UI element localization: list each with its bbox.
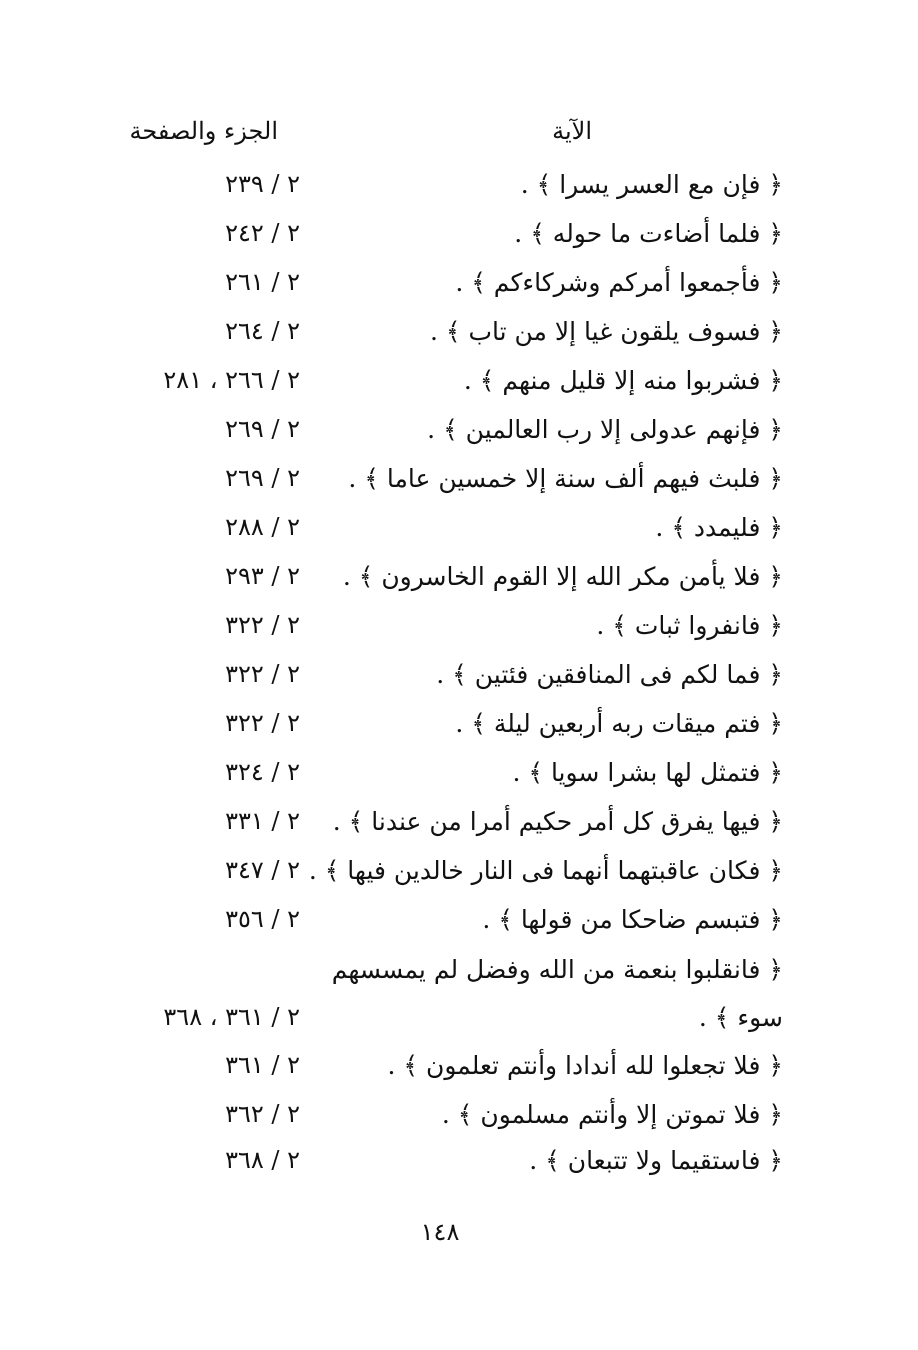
verse-text: ﴿ فتم ميقات ربه أربعين ليلة ﴾ .	[455, 709, 783, 738]
volume-page-ref: ٢ / ٢٣٩	[225, 170, 300, 198]
verse-text: ﴿ فلبث فيهم ألف سنة إلا خمسين عاما ﴾ .	[348, 464, 783, 493]
volume-page-ref: ٢ / ٢٨٨	[225, 513, 300, 541]
volume-page-ref: ٢ / ٣٢٤	[225, 758, 300, 786]
verse-text: ﴿ فإنهم عدولى إلا رب العالمين ﴾ .	[427, 415, 783, 444]
verse-text: ﴿ فسوف يلقون غيا إلا من تاب ﴾ .	[429, 317, 783, 346]
page-number: ١٤٨	[420, 1218, 460, 1246]
volume-page-ref: ٢ / ٣٦٢	[225, 1100, 300, 1128]
verse-text: ﴿ فلما أضاءت ما حوله ﴾ .	[514, 219, 783, 248]
verse-text: ﴿ فلا يأمن مكر الله إلا القوم الخاسرون ﴾ .	[342, 562, 783, 591]
column-header-reference: الجزء والصفحة	[129, 117, 278, 145]
volume-page-ref: ٢ / ٣٤٧	[225, 856, 300, 884]
verse-text: ﴿ فانفروا ثبات ﴾ .	[596, 611, 783, 640]
verse-text-line-2: سوء ﴾ .	[698, 1003, 783, 1032]
volume-page-ref: ٢ / ٢٦٤	[225, 317, 300, 345]
verse-text: ﴿ فاستقيما ولا تتبعان ﴾ .	[529, 1146, 783, 1175]
volume-page-ref: ٢ / ٢٦٦ ، ٢٨١	[163, 366, 300, 394]
verse-text: ﴿ فلا تموتن إلا وأنتم مسلمون ﴾ .	[441, 1100, 783, 1129]
volume-page-ref: ٢ / ٣٢٢	[225, 660, 300, 688]
verse-text-line-1: ﴿ فانقلبوا بنعمة من الله وفضل لم يمسسهم	[331, 955, 783, 984]
verse-text: ﴿ فليمدد ﴾ .	[655, 513, 783, 542]
volume-page-ref: ٢ / ٣٦١ ، ٣٦٨	[163, 1003, 300, 1031]
verse-text: ﴿ فكان عاقبتهما أنهما فى النار خالدين فيها ﴾ .	[308, 856, 783, 885]
volume-page-ref: ٢ / ٢٦٩	[225, 415, 300, 443]
verse-text: ﴿ فتمثل لها بشرا سويا ﴾ .	[512, 758, 783, 787]
volume-page-ref: ٢ / ٢٤٢	[225, 219, 300, 247]
verse-text: ﴿ فشربوا منه إلا قليل منهم ﴾ .	[463, 366, 783, 395]
verse-text: ﴿ فتبسم ضاحكا من قولها ﴾ .	[482, 905, 783, 934]
column-header-verse: الآية	[552, 117, 592, 145]
verse-text: ﴿ فيها يفرق كل أمر حكيم أمرا من عندنا ﴾ .	[332, 807, 783, 836]
volume-page-ref: ٢ / ٢٦١	[225, 268, 300, 296]
volume-page-ref: ٢ / ٣٢٢	[225, 611, 300, 639]
volume-page-ref: ٢ / ٣٣١	[225, 807, 300, 835]
verse-text: ﴿ فما لكم فى المنافقين فئتين ﴾ .	[436, 660, 783, 689]
verse-text: ﴿ فلا تجعلوا لله أندادا وأنتم تعلمون ﴾ .	[387, 1051, 783, 1080]
volume-page-ref: ٢ / ٢٦٩	[225, 464, 300, 492]
volume-page-ref: ٢ / ٣٦١	[225, 1051, 300, 1079]
volume-page-ref: ٢ / ٢٩٣	[225, 562, 300, 590]
verse-text: ﴿ فأجمعوا أمركم وشركاءكم ﴾ .	[455, 268, 783, 297]
volume-page-ref: ٢ / ٣٥٦	[225, 905, 300, 933]
volume-page-ref: ٢ / ٣٦٨	[225, 1146, 300, 1174]
volume-page-ref: ٢ / ٣٢٢	[225, 709, 300, 737]
verse-text: ﴿ فإن مع العسر يسرا ﴾ .	[520, 170, 783, 199]
